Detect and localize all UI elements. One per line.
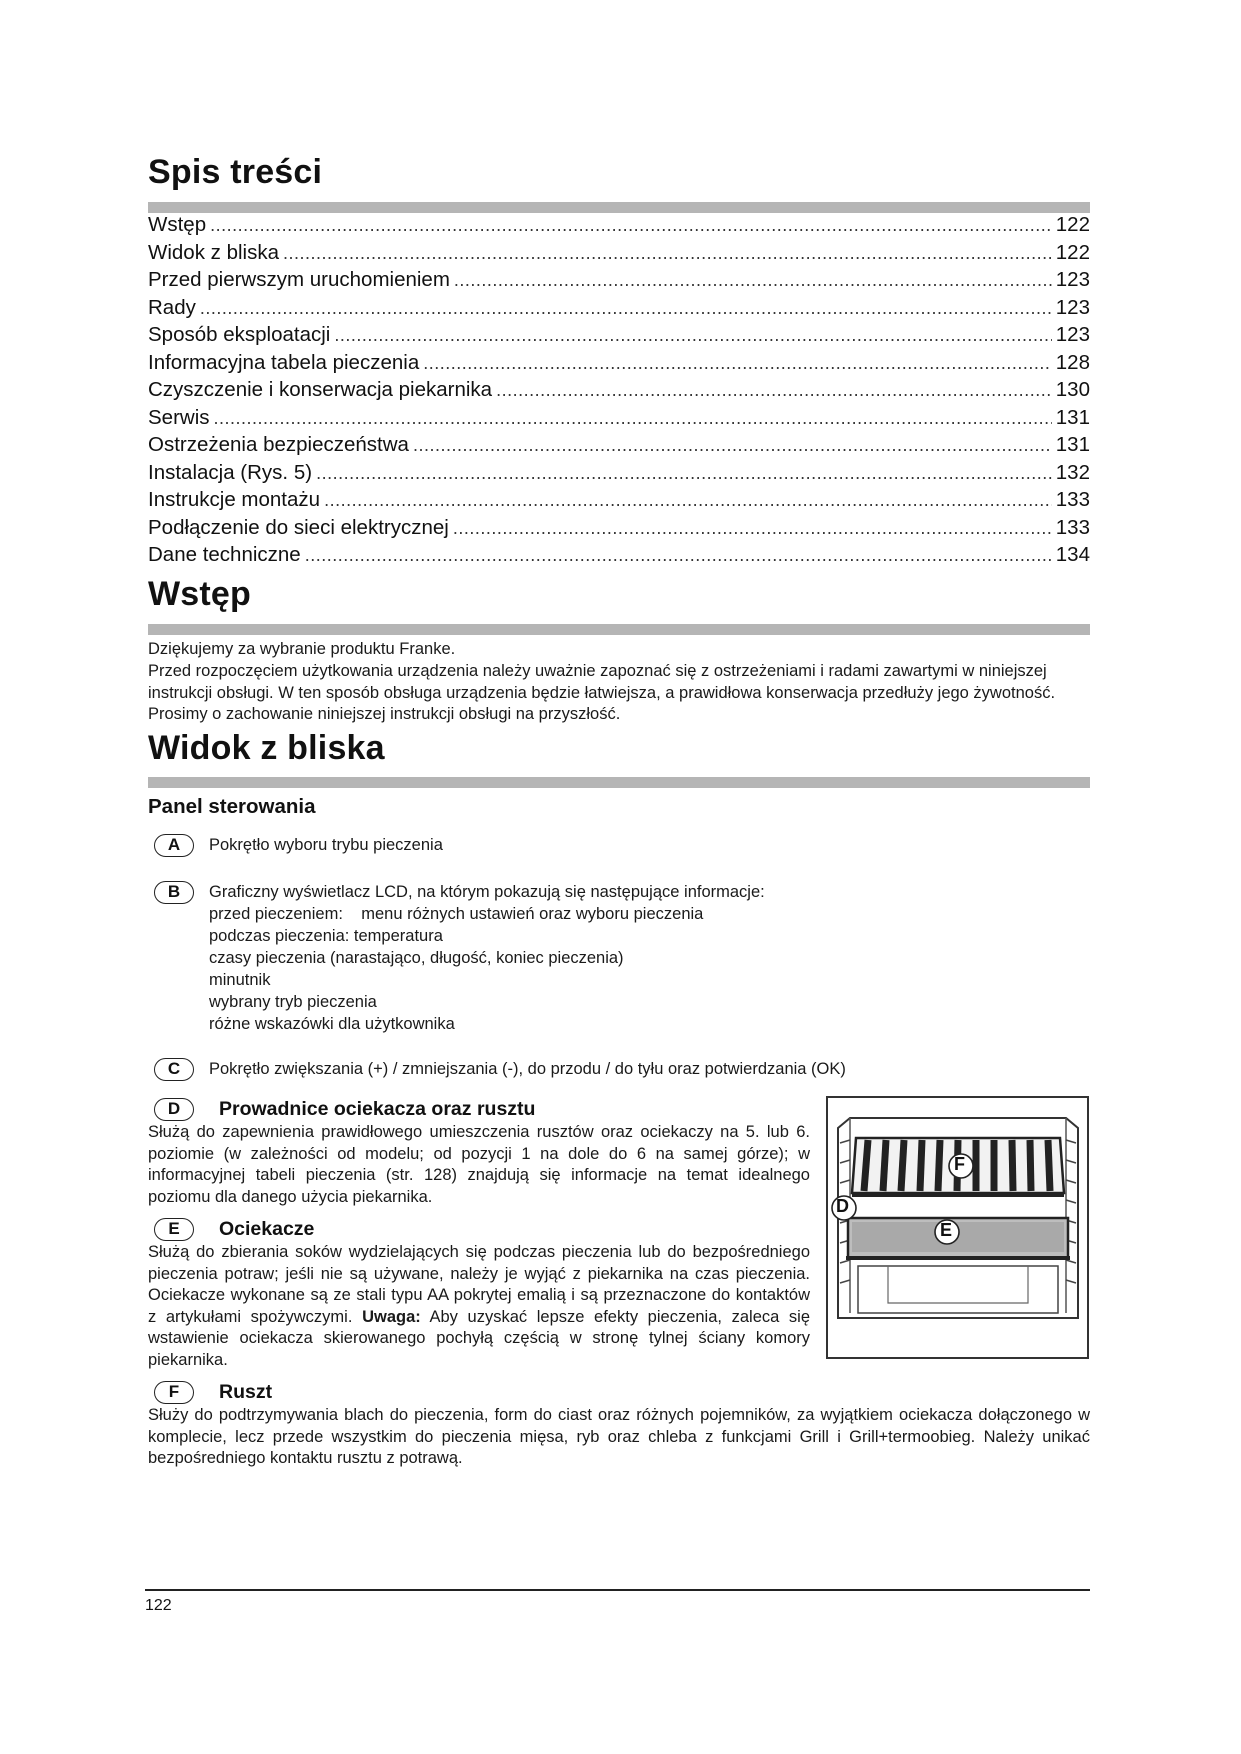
toc-leader-dots [453, 518, 1052, 539]
toc-entry-title: Dane techniczne [148, 543, 301, 566]
toc-entry-title: Rady [148, 295, 196, 319]
toc-leader-dots [200, 298, 1052, 319]
toc-rule [148, 202, 1090, 213]
toc-entry-page: 131 [1055, 433, 1090, 456]
figure-label-d: D [836, 1196, 849, 1216]
toc-entry [148, 543, 1090, 571]
label-a-badge: A [154, 834, 194, 857]
toc-entry-page: 131 [1055, 405, 1090, 429]
intro-body: Przed rozpoczęciem użytkowania urządzenia należy uważnie zapoznać się z ostrzeżeniami i radami zawartymi w niniejszej instrukcji obsługi. W ten sposób obsługa urządzenia będzie łatwiejsza, a prawidłowa konserwacja przedłuży jego żywotność. Prosimy o zachowanie niniejszej instrukcji obsługi na przyszłość. [148, 662, 1056, 723]
toc-entry-page: 128 [1055, 350, 1090, 374]
item-e-title: Ociekacze [219, 1218, 315, 1240]
figure-label-e: E [940, 1220, 953, 1240]
toc-list [148, 213, 1090, 571]
toc-leader-dots [423, 353, 1052, 374]
item-f-title: Ruszt [219, 1381, 273, 1403]
item-b-line: wybrany tryb pieczenia [209, 993, 377, 1011]
toc-leader-dots [210, 215, 1052, 236]
item-b-line: podczas pieczenia: temperatura [209, 927, 443, 945]
label-f-badge: F [154, 1381, 194, 1404]
toc-entry-page: 133 [1055, 488, 1090, 511]
toc-entry-page: 134 [1055, 543, 1090, 566]
intro-thanks: Dziękujemy za wybranie produktu Franke. [148, 640, 456, 658]
toc-entry [148, 241, 1090, 269]
overview-rule [148, 777, 1090, 788]
toc-title: Spis treści [148, 153, 323, 191]
toc-entry [148, 433, 1090, 461]
footer-rule [145, 1589, 1090, 1591]
toc-leader-dots [324, 490, 1052, 511]
toc-leader-dots [214, 408, 1052, 429]
item-b-line: różne wskazówki dla użytkownika [209, 1015, 455, 1033]
toc-leader-dots [305, 545, 1052, 566]
item-b-text: Graficzny wyświetlacz LCD, na którym pokazują się następujące informacje: [209, 883, 765, 901]
toc-entry-title: Serwis [148, 405, 210, 429]
intro-rule [148, 624, 1090, 635]
toc-leader-dots [454, 270, 1052, 291]
toc-entry-title: Instrukcje montażu [148, 488, 321, 511]
toc-entry-page: 123 [1055, 323, 1090, 346]
item-e-body-text: Służą do zbierania soków wydzielających się podczas pieczenia lub do bezpośredniego pieczenia potraw; jeśli nie są używane, należy je wyjąć z piekarnika na czas pieczenia. Ociekacze wykonane są ze stali typu AA pokrytej emalią i są przeznaczone do kontaktów z artykułami spożywczymi. [148, 1243, 810, 1326]
toc-entry [148, 488, 1090, 516]
toc-entry [148, 461, 1090, 489]
intro-title: Wstęp [148, 575, 251, 613]
toc-entry-title: Czyszczenie i konserwacja piekarnika [148, 378, 493, 401]
toc-entry-page: 123 [1055, 268, 1090, 291]
item-e-note-label: Uwaga: [362, 1307, 421, 1326]
toc-entry [148, 516, 1090, 544]
toc-entry-page: 132 [1055, 460, 1090, 484]
toc-entry-title: Podłączenie do sieci elektrycznej [148, 515, 449, 539]
toc-entry-title: Instalacja (Rys. 5) [148, 460, 313, 484]
toc-entry-title: Sposób eksploatacji [148, 323, 331, 346]
page-number: 122 [145, 1597, 172, 1614]
item-b-line: minutnik [209, 971, 271, 989]
toc-entry [148, 351, 1090, 379]
item-b-line: przed pieczeniem: menu różnych ustawień oraz wyboru pieczenia [209, 905, 704, 923]
item-e-body [148, 1242, 810, 1371]
oven-figure [826, 1096, 1089, 1359]
toc-leader-dots [283, 243, 1052, 264]
toc-entry-page: 123 [1055, 295, 1090, 319]
toc-entry-title: Wstęp [148, 213, 207, 236]
toc-entry-title: Widok z bliska [148, 240, 280, 264]
toc-entry-page: 122 [1055, 240, 1090, 264]
overview-title: Widok z bliska [148, 729, 385, 767]
item-f-body: Służy do podtrzymywania blach do pieczenia, form do ciast oraz różnych pojemników, za wyjątkiem ociekacza dołączonego w komplecie, lecz przede wszystkim do pieczenia mięsa, ryb oraz chleba z funkcjami Grill i Grill+termoobieg. Należy unikać bezpośredniego kontaktu rusztu z potrawą. [148, 1406, 1090, 1467]
toc-leader-dots [413, 435, 1052, 456]
label-d-badge: D [154, 1098, 194, 1121]
toc-entry [148, 213, 1090, 241]
label-b-badge: B [154, 881, 194, 904]
item-c-text: Pokrętło zwiększania (+) / zmniejszania (-), do przodu / do tyłu oraz potwierdzania (OK) [209, 1060, 846, 1078]
label-c-badge: C [154, 1058, 194, 1081]
toc-entry-page: 130 [1055, 378, 1090, 401]
label-e-badge: E [154, 1218, 194, 1241]
toc-entry [148, 268, 1090, 296]
oven-bottom-element [888, 1266, 1028, 1303]
toc-entry [148, 406, 1090, 434]
toc-entry-page: 122 [1055, 213, 1090, 236]
oven-illustration [828, 1098, 1087, 1357]
toc-leader-dots [496, 380, 1052, 401]
toc-entry [148, 323, 1090, 351]
item-d-title: Prowadnice ociekacza oraz rusztu [219, 1098, 536, 1120]
toc-entry-title: Informacyjna tabela pieczenia [148, 350, 420, 374]
panel-title: Panel sterowania [148, 795, 316, 818]
item-e-note: Aby uzyskać lepsze efekty pieczenia, zaleca się wstawienie ociekacza skierowanego pochyłą częścią w stronę tylnej ściany komory piekarnika. [148, 1307, 810, 1369]
figure-label-f: F [954, 1154, 965, 1174]
toc-leader-dots [334, 325, 1051, 346]
toc-leader-dots [316, 463, 1052, 484]
item-d-body: Służą do zapewnienia prawidłowego umieszczenia rusztów oraz ociekaczy na 5. lub 6. poziomie (w zależności od modelu; od pozycji 1 na dole do 6 na samej górze); w informacyjnej tabeli pieczenia (str. 128) znajdują się informacje na temat idealnego poziomu dla danego użycia piekarnika. [148, 1123, 810, 1206]
toc-entry-title: Ostrzeżenia bezpieczeństwa [148, 433, 409, 456]
toc-entry-title: Przed pierwszym uruchomieniem [148, 268, 450, 291]
toc-entry [148, 296, 1090, 324]
toc-entry-page: 133 [1055, 515, 1090, 539]
toc-entry [148, 378, 1090, 406]
item-b-line: czasy pieczenia (narastająco, długość, koniec pieczenia) [209, 949, 624, 967]
item-a-text: Pokrętło wyboru trybu pieczenia [209, 836, 443, 854]
